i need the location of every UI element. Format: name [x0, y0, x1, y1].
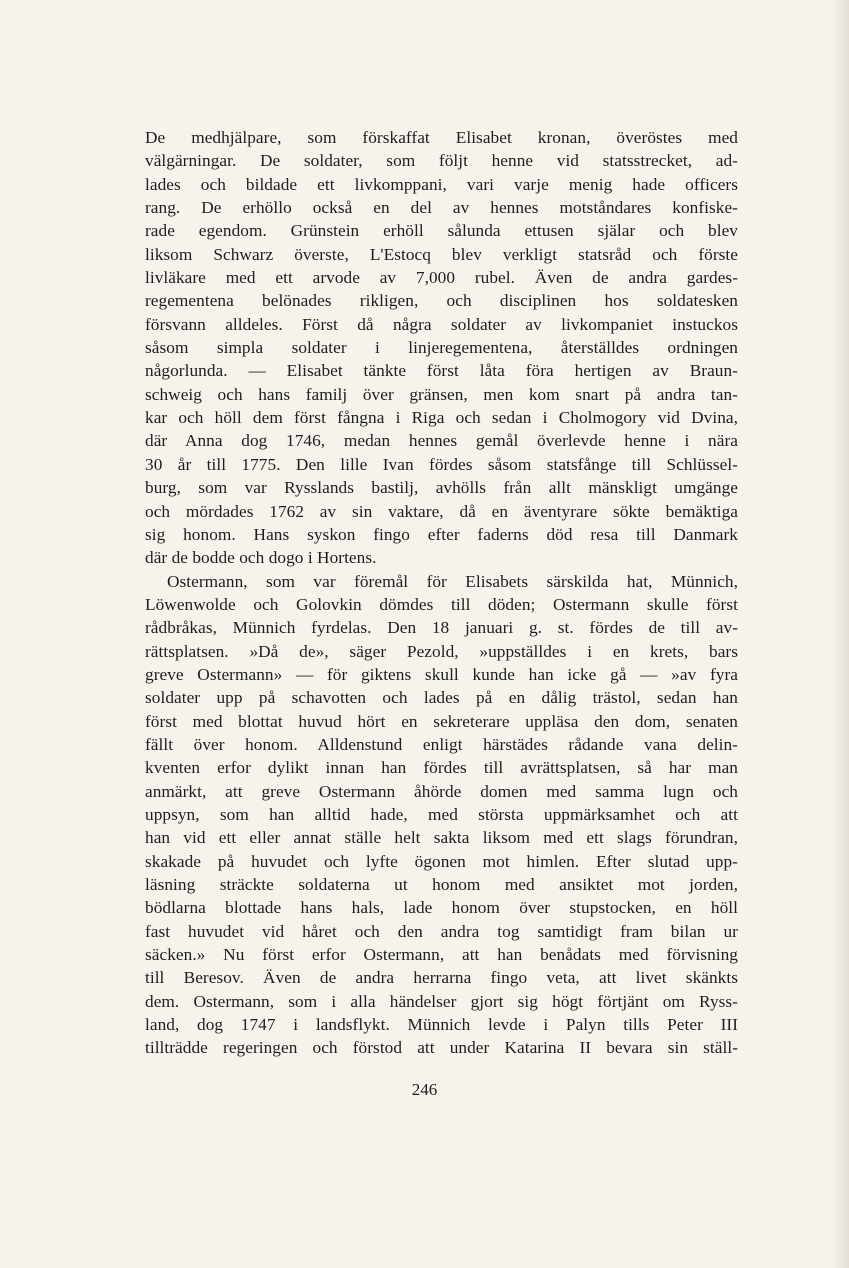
text-line: välgärningar. De soldater, som följt henne vid statsstrecket, ad- [145, 151, 738, 171]
text-line: greve Ostermann» — för giktens skull kunde han icke gå — »av fyra [145, 664, 738, 684]
text-line: rade egendom. Grünstein erhöll sålunda ettusen själar och blev [145, 221, 738, 241]
text-line: han vid ett eller annat ställe helt sakta liksom med ett slags förundran, [145, 828, 738, 848]
text-line: burg, som var Rysslands bastilj, avhölls från allt mänskligt umgänge [145, 478, 738, 498]
text-line: någorlunda. — Elisabet tänkte först låta föra hertigen av Braun- [145, 361, 738, 381]
text-line: lades och bildade ett livkomppani, vari varje menig hade officers [145, 174, 738, 194]
text-line: kar och höll dem först fångna i Riga och sedan i Cholmogory vid Dvina, [145, 408, 738, 428]
text-line: Löwenwolde och Golovkin dömdes till döden; Ostermann skulle först [145, 594, 738, 614]
text-line: regementena belönades rikligen, och disciplinen hos soldatesken [145, 291, 738, 311]
text-line: land, dog 1747 i landsflykt. Münnich levde i Palyn tills Peter III [145, 1015, 738, 1035]
text-line: kventen erfor dylikt innan han fördes till avrättsplatsen, så har man [145, 758, 738, 778]
text-line: och mördades 1762 av sin vaktare, då en äventyrare sökte bemäktiga [145, 501, 738, 521]
text-line: sig honom. Hans syskon fingo efter faderns död resa till Danmark [145, 524, 738, 544]
text-line: rang. De erhöllo också en del av hennes motståndares konfiske- [145, 198, 738, 218]
text-line: först med blottat huvud hört en sekreterare uppläsa den dom, senaten [145, 711, 738, 731]
text-line: såsom simpla soldater i linjeregementena, återställdes ordningen [145, 338, 738, 358]
text-line: dem. Ostermann, som i alla händelser gjort sig högt förtjänt om Ryss- [145, 991, 738, 1011]
text-line: livläkare med ett arvode av 7,000 rubel. Även de andra gardes- [145, 268, 738, 288]
text-line: fast huvudet vid håret och den andra tog samtidigt fram bilan ur [145, 921, 738, 941]
text-line: där Anna dog 1746, medan hennes gemål överlevde henne i nära [145, 431, 738, 451]
text-line: fällt över honom. Alldenstund enligt härstädes rådande vana delin- [145, 734, 738, 754]
text-line: Ostermann, som var föremål för Elisabets särskilda hat, Münnich, [167, 571, 738, 591]
text-line: De medhjälpare, som förskaffat Elisabet kronan, överöstes med [145, 128, 738, 147]
body-text [145, 126, 738, 1060]
text-line: där de bodde och dogo i Hortens. [145, 548, 377, 568]
text-line: tillträdde regeringen och förstod att under Katarina II bevara sin ställ- [145, 1038, 738, 1058]
text-line: till Beresov. Även de andra herrarna fingo veta, att livet skänkts [145, 968, 738, 988]
text-line: schweig och hans familj över gränsen, men kom snart på andra tan- [145, 384, 738, 404]
text-line: anmärkt, att greve Ostermann åhörde domen med samma lugn och [145, 781, 738, 801]
text-line: rådbråkas, Münnich fyrdelas. Den 18 januari g. st. fördes de till av- [145, 618, 738, 638]
text-line: rättsplatsen. »Då de», säger Pezold, »uppställdes i en krets, bars [145, 641, 738, 661]
text-line: soldater upp på schavotten och lades på en dålig trästol, sedan han [145, 688, 738, 708]
text-line: skakade på huvudet och lyfte ögonen mot himlen. Efter slutad upp- [145, 851, 738, 871]
text-line: bödlarna blottade hans hals, lade honom över stupstocken, en höll [145, 898, 738, 918]
text-line: försvann alldeles. Först då några soldater av livkompaniet instuckos [145, 314, 738, 334]
paragraph-1 [145, 126, 738, 570]
text-line: säcken.» Nu först erfor Ostermann, att han benådats med förvisning [145, 945, 738, 965]
text-line: läsning sträckte soldaterna ut honom med ansiktet mot jorden, [145, 875, 738, 894]
text-line: uppsyn, som han alltid hade, med största uppmärksamhet och att [145, 804, 738, 824]
text-line: 30 år till 1775. Den lille Ivan fördes såsom statsfånge till Schlüssel- [145, 454, 738, 474]
page-number: 246 [411, 1080, 438, 1099]
text-line: liksom Schwarz överste, L'Estocq blev verkligt statsråd och förste [145, 244, 738, 264]
paragraph-2 [145, 570, 738, 1060]
